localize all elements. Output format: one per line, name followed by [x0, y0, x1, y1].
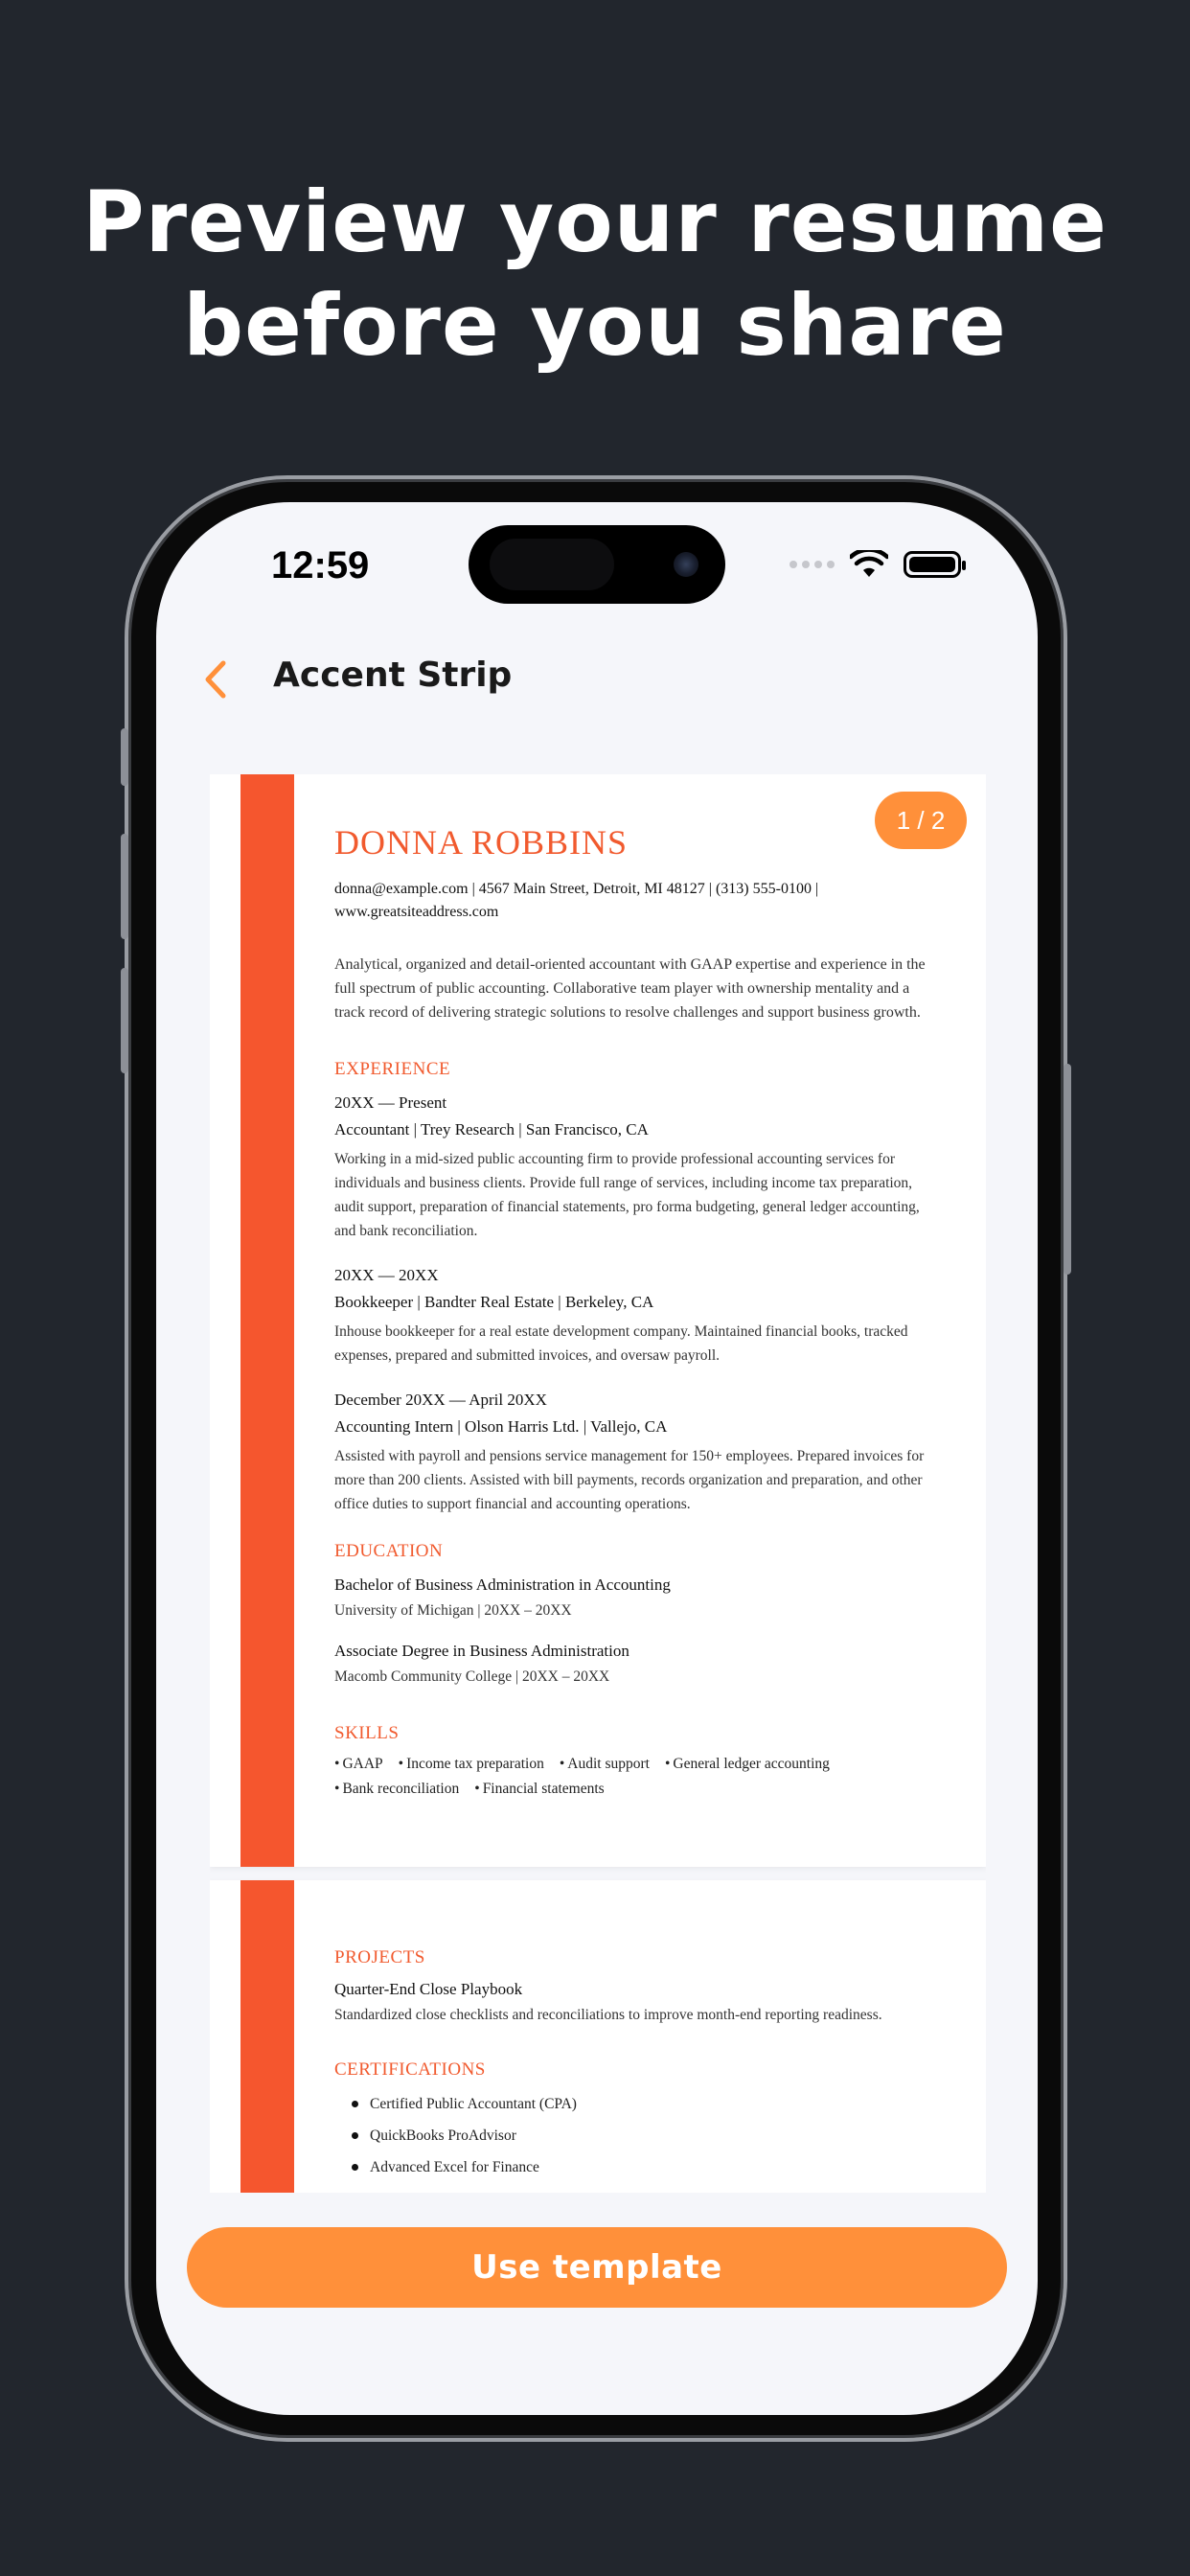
page-indicator-badge: 1 / 2 — [875, 792, 967, 849]
camera-lens-icon — [674, 552, 698, 577]
resume-content-page-1 — [334, 822, 942, 1798]
resume-contact — [334, 878, 942, 924]
job-description: Inhouse bookkeeper for a real estate development company. Maintained financial books, tracked expenses, prepared and submitted invoices, and oversaw payroll. — [334, 1323, 908, 1364]
skill-item: • Bank reconciliation — [334, 1781, 460, 1797]
battery-icon — [904, 551, 961, 578]
resume-page-1 — [210, 774, 986, 1867]
marketing-headline — [0, 171, 1190, 378]
side-button-volume-up — [121, 834, 128, 939]
job-date: 20XX — 20XX — [334, 1266, 439, 1284]
chevron-left-icon[interactable] — [193, 656, 240, 703]
side-button-volume-down — [121, 968, 128, 1073]
headline-line-1: Preview your resume — [82, 172, 1108, 271]
certification-item: Advanced Excel for Finance — [334, 2151, 942, 2183]
resume-summary: Analytical, organized and detail-oriented accountant with GAAP expertise and experience in the full spectrum of public accounting. Collaborative team player with ownership mentality and a track record of delivering strategic solutions to resolve challenges and support business growth. — [334, 956, 926, 1021]
job-title: Accounting Intern | Olson Harris Ltd. | Vallejo, CA — [334, 1417, 668, 1436]
skill-item: • Financial statements — [474, 1781, 605, 1797]
skill-item: • Audit support — [559, 1756, 650, 1772]
page-title: Accent Strip — [273, 656, 513, 695]
job-title: Bookkeeper | Bandter Real Estate | Berkeley, CA — [334, 1293, 654, 1311]
resume-name: DONNA ROBBINS — [334, 823, 629, 862]
certification-item: Certified Public Accountant (CPA) — [334, 2088, 942, 2120]
job-date: 20XX — Present — [334, 1093, 447, 1112]
certification-item: QuickBooks ProAdvisor — [334, 2120, 942, 2151]
accent-strip — [240, 774, 294, 1867]
project-description: Standardized close checklists and reconciliations to improve month-end reporting readiness. — [334, 2007, 882, 2023]
project-name: Quarter-End Close Playbook — [334, 1980, 523, 1998]
skill-item: • GAAP — [334, 1756, 383, 1772]
skills-heading: SKILLS — [334, 1723, 400, 1743]
side-button-power — [1064, 1064, 1071, 1275]
education-degree: Associate Degree in Business Administration — [334, 1642, 629, 1660]
skill-item: • General ledger accounting — [664, 1756, 830, 1772]
job-description: Working in a mid-sized public accounting firm to provide professional accounting services for individuals and business clients. Provide full range of services, including income tax preparation, audit support, preparation of financial statements, pro forma budgeting, general ledger accounting, and bank reconciliation. — [334, 1151, 920, 1239]
experience-item — [334, 1090, 942, 1243]
job-description: Assisted with payroll and pensions service management for 150+ employees. Prepared invoices for more than 200 clients. Assisted with bill payments, records organization and preparation, and other office duties to support financial and accounting operations. — [334, 1448, 925, 1512]
experience-item — [334, 1387, 942, 1516]
certifications-heading: CERTIFICATIONS — [334, 2059, 486, 2080]
experience-heading: EXPERIENCE — [334, 1059, 451, 1079]
accent-strip — [240, 1880, 294, 2193]
resume-preview[interactable] — [210, 774, 986, 2193]
resume-page-2 — [210, 1880, 986, 2193]
wifi-icon — [850, 550, 888, 579]
status-time: 12:59 — [271, 544, 370, 586]
projects-heading: PROJECTS — [334, 1947, 425, 1967]
status-icons — [790, 550, 961, 579]
education-school: Macomb Community College | 20XX – 20XX — [334, 1668, 610, 1685]
dynamic-island — [469, 525, 725, 604]
headline-line-2: before you share — [183, 276, 1007, 375]
education-school: University of Michigan | 20XX – 20XX — [334, 1602, 572, 1619]
experience-item — [334, 1262, 942, 1368]
education-item — [334, 1638, 942, 1689]
job-title: Accountant | Trey Research | San Francisco, CA — [334, 1120, 649, 1138]
side-button-mute — [121, 728, 128, 786]
signal-dots-icon — [790, 561, 835, 568]
contact-line-1: donna@example.com | 4567 Main Street, Detroit, MI 48127 | (313) 555-0100 | — [334, 881, 819, 897]
skills-list — [334, 1756, 909, 1798]
contact-line-2: www.greatsiteaddress.com — [334, 904, 499, 920]
education-item — [334, 1572, 942, 1622]
project-item — [334, 1976, 942, 2027]
resume-content-page-2 — [334, 1947, 942, 2183]
island-pill — [490, 539, 614, 590]
certifications-list — [334, 2088, 942, 2183]
job-date: December 20XX — April 20XX — [334, 1391, 547, 1409]
skill-item: • Income tax preparation — [398, 1756, 544, 1772]
education-degree: Bachelor of Business Administration in Accounting — [334, 1576, 671, 1594]
use-template-button[interactable]: Use template — [187, 2227, 1007, 2308]
education-heading: EDUCATION — [334, 1541, 444, 1561]
phone-screen — [156, 502, 1038, 2415]
